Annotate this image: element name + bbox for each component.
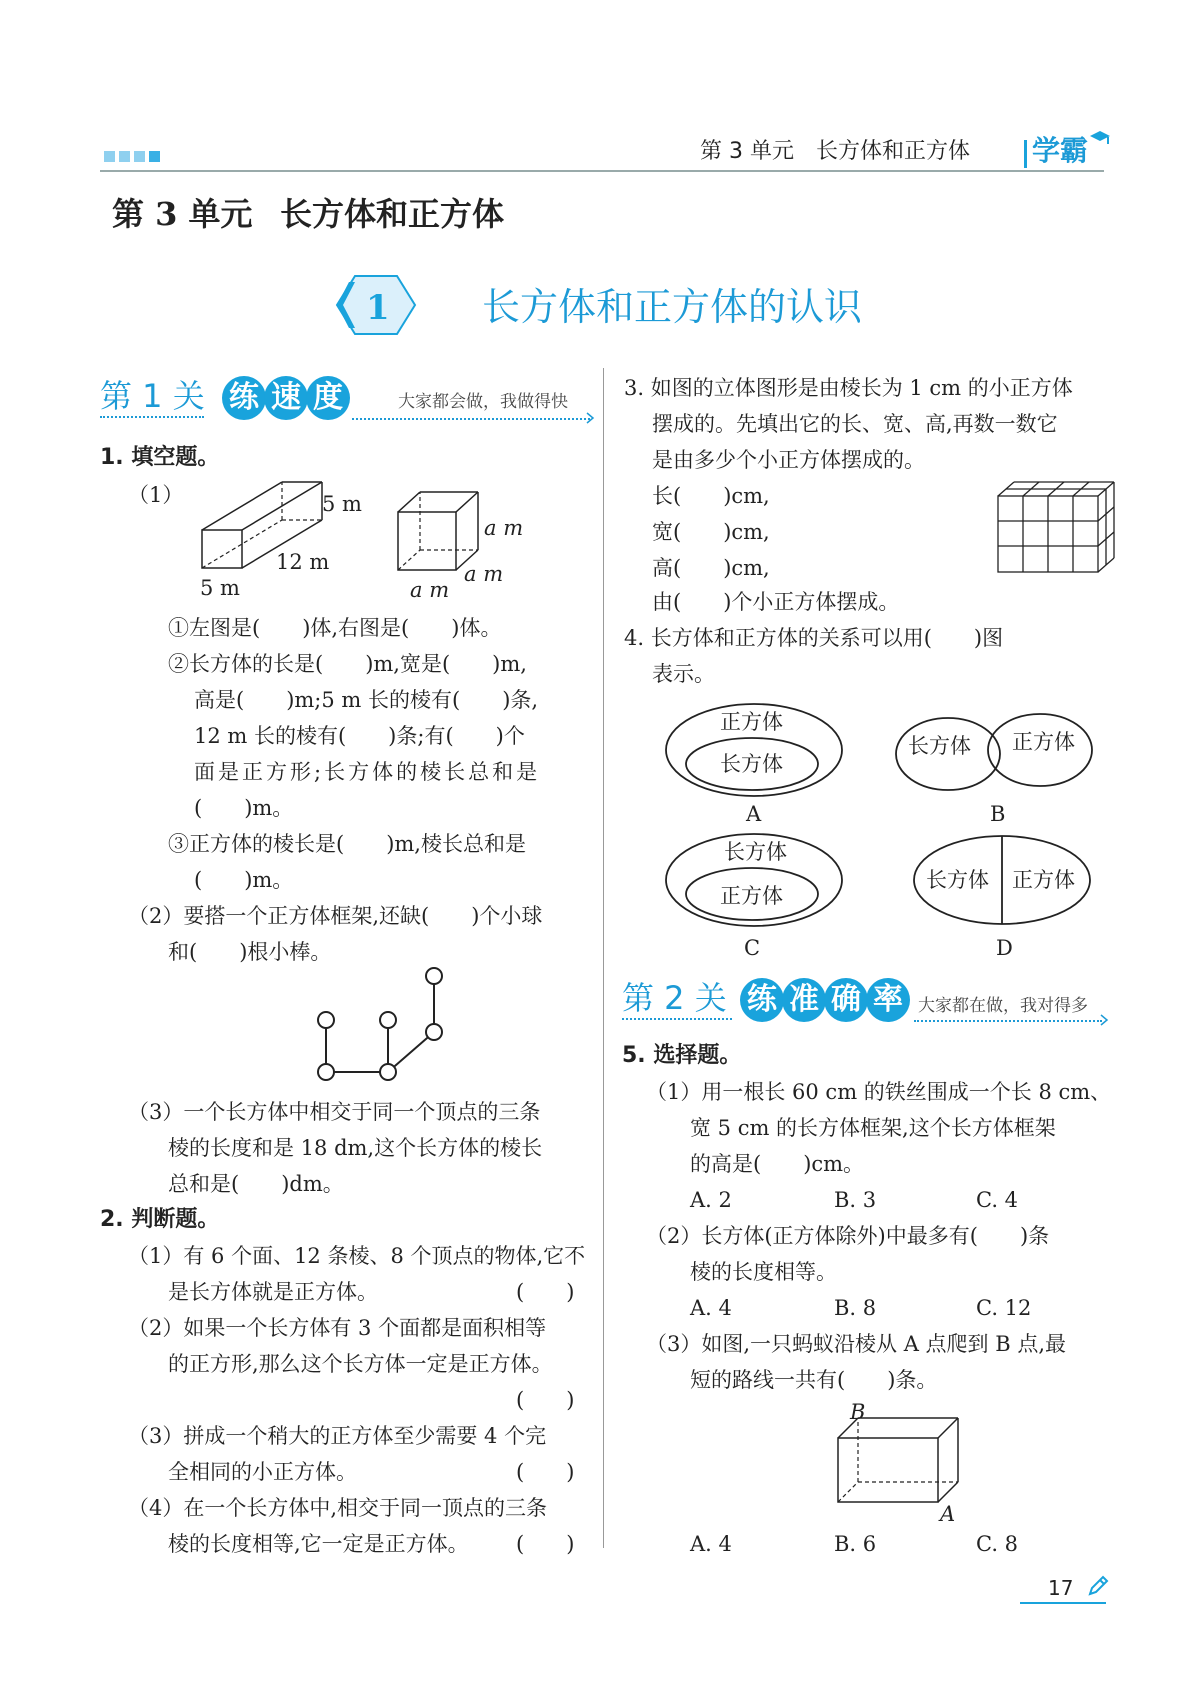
lesson-number: 1 (366, 288, 390, 328)
q3-height: 高( )cm, (652, 556, 770, 580)
q3-width: 宽( )cm, (652, 520, 770, 544)
level2-underline (622, 1018, 732, 1020)
q2-title: 2. 判断题。 (100, 1207, 220, 1232)
q5-part3-option: C. 8 (976, 1532, 1019, 1556)
header-rule (100, 170, 1104, 172)
cube-label-depth: a m (464, 562, 504, 586)
graduation-cap-icon (1088, 128, 1112, 148)
q4-line1: 4. 长方体和正方体的关系可以用( )图 (624, 626, 1004, 650)
arrow-icon (586, 412, 596, 424)
q5-part3-option: A. 4 (690, 1532, 732, 1556)
q3-line1: 3. 如图的立体图形是由棱长为 1 cm 的小正方体 (624, 376, 1073, 400)
q2-item2-paren: ( ) (516, 1388, 575, 1412)
q5-part1-line1: （1）用一根长 60 cm 的铁丝围成一个长 8 cm、 (646, 1080, 1112, 1104)
level1-slogan: 大家都会做，我做得快 (398, 392, 568, 412)
point-a-label: A (940, 1502, 956, 1526)
venn-b-right-label: 正方体 (1012, 730, 1075, 754)
q3-line2: 摆成的。先填出它的长、宽、高,再数一数它 (652, 412, 1058, 436)
cube-label-side: a m (484, 516, 524, 540)
q1-part2-line1: （2）要搭一个正方体框架,还缺( )个小球 (128, 904, 543, 928)
level2-char: 确 (824, 978, 868, 1022)
q5-part3-line1: （3）如图,一只蚂蚁沿棱从 A 点爬到 B 点,最 (646, 1332, 1067, 1356)
q2-item2-line2: 的正方形,那么这个长方体一定是正方体。 (168, 1352, 553, 1376)
q2-item1-paren: ( ) (516, 1280, 575, 1304)
q1-sub2-line3: 12 m 长的棱有( )条;有( )个 (194, 724, 525, 748)
ant-path-cuboid-figure (830, 1414, 980, 1510)
q2-item2-line1: （2）如果一个长方体有 3 个面都是面积相等 (128, 1316, 547, 1340)
q2-item4-paren: ( ) (516, 1532, 575, 1556)
q1-part3-line3: 总和是( )dm。 (168, 1172, 344, 1196)
venn-d-left-label: 长方体 (926, 868, 989, 892)
venn-b-option-letter: B (990, 802, 1006, 826)
column-divider (603, 368, 604, 1548)
level2-slogan-underline (914, 1020, 1102, 1022)
q2-item3-line1: （3）拼成一个稍大的正方体至少需要 4 个完 (128, 1424, 547, 1448)
cuboid-label-length: 12 m (276, 550, 330, 574)
venn-d-right-label: 正方体 (1012, 868, 1075, 892)
q5-part1-option: A. 2 (690, 1188, 732, 1212)
q1-part3-line1: （3）一个长方体中相交于同一个顶点的三条 (128, 1100, 541, 1124)
cuboid-label-bottom: 5 m (200, 576, 240, 600)
q3-count: 由( )个小正方体摆成。 (652, 590, 900, 614)
q4-line2: 表示。 (652, 662, 715, 686)
q1-part2-line2: 和( )根小棒。 (168, 940, 332, 964)
cube-stack-figure (994, 478, 1120, 574)
header-bar (1024, 140, 1027, 168)
q5-part2-option: A. 4 (690, 1296, 732, 1320)
level1-underline (100, 416, 204, 418)
level1-char: 练 (222, 376, 266, 420)
q1-sub3-line2: ( )m。 (194, 868, 294, 892)
q1-sub1: ①左图是( )体,右图是( )体。 (168, 616, 502, 640)
q1-title: 1. 填空题。 (100, 445, 220, 470)
q1-part3-line2: 棱的长度和是 18 dm,这个长方体的棱长 (168, 1136, 543, 1160)
level1-char: 度 (306, 376, 350, 420)
level1-char: 速 (264, 376, 308, 420)
venn-c-option-letter: C (744, 936, 761, 960)
q1-sub2-line4: 面是正方形;长方体的棱长总和是 (194, 760, 541, 784)
q5-part2-line2: 棱的长度相等。 (690, 1260, 837, 1284)
q2-item4-line2: 棱的长度相等,它一定是正方体。 (168, 1532, 469, 1556)
q5-part1-line3: 的高是( )cm。 (690, 1152, 865, 1176)
cuboid-label-top: 5 m (322, 492, 362, 516)
q1-sub2-line2: 高是( )m;5 m 长的棱有( )条, (194, 688, 539, 712)
q5-part1-line2: 宽 5 cm 的长方体框架,这个长方体框架 (690, 1116, 1056, 1140)
q1-sub2-line5: ( )m。 (194, 796, 294, 820)
q5-part3-option: B. 6 (834, 1532, 877, 1556)
q3-line3: 是由多少个小正方体摆成的。 (652, 448, 925, 472)
header-decor-square (149, 151, 160, 162)
venn-b-left-label: 长方体 (908, 734, 971, 758)
page-number: 17 (1048, 1576, 1074, 1600)
venn-c-inner-label: 正方体 (720, 884, 783, 908)
level2-char: 率 (866, 978, 910, 1022)
q2-item1-line2: 是长方体就是正方体。 (168, 1280, 378, 1304)
venn-a-outer-label: 正方体 (720, 710, 783, 734)
header-brand: 学霸 (1032, 134, 1089, 167)
q1-part1-label: （1） (128, 483, 184, 507)
q5-part1-option: B. 3 (834, 1188, 877, 1212)
q5-part2-option: B. 8 (834, 1296, 877, 1320)
level1-label: 第 1 关 (100, 377, 205, 415)
q5-title: 5. 选择题。 (622, 1043, 742, 1068)
unit-title-name: 长方体和正方体 (280, 195, 505, 233)
venn-a-option-letter: A (746, 802, 762, 826)
q5-part2-line1: （2）长方体(正方体除外)中最多有( )条 (646, 1224, 1050, 1248)
page-number-rule (1020, 1602, 1106, 1604)
q2-item1-line1: （1）有 6 个面、12 条棱、8 个顶点的物体,它不 (128, 1244, 586, 1268)
q3-length: 长( )cm, (652, 484, 770, 508)
lesson-title: 长方体和正方体的认识 (482, 285, 863, 329)
arrow-icon (1100, 1014, 1110, 1026)
venn-d-option-letter: D (996, 936, 1013, 960)
unit-title-number: 第 3 单元 (112, 195, 253, 233)
q2-item4-line1: （4）在一个长方体中,相交于同一顶点的三条 (128, 1496, 548, 1520)
header-decor-square (104, 151, 115, 162)
ball-stick-frame-figure (310, 960, 450, 1090)
header-decor-square (134, 151, 145, 162)
level2-char: 准 (782, 978, 826, 1022)
q2-item3-paren: ( ) (516, 1460, 575, 1484)
point-b-label: B (850, 1400, 866, 1424)
level2-char: 练 (740, 978, 784, 1022)
venn-c-outer-label: 长方体 (724, 840, 787, 864)
cube-label-bottom: a m (410, 578, 450, 602)
pencil-icon (1086, 1574, 1110, 1598)
q1-sub3-line1: ③正方体的棱长是( )m,棱长总和是 (168, 832, 526, 856)
header-unit: 第 3 单元 长方体和正方体 (700, 139, 970, 164)
header-decor-square (119, 151, 130, 162)
venn-a-inner-label: 长方体 (720, 752, 783, 776)
level1-slogan-underline (352, 418, 590, 420)
q1-sub2-line1: ②长方体的长是( )m,宽是( )m, (168, 652, 527, 676)
q5-part3-line2: 短的路线一共有( )条。 (690, 1368, 938, 1392)
q5-part1-option: C. 4 (976, 1188, 1019, 1212)
level2-slogan: 大家都在做，我对得多 (918, 996, 1088, 1016)
q2-item3-line2: 全相同的小正方体。 (168, 1460, 357, 1484)
q5-part2-option: C. 12 (976, 1296, 1032, 1320)
level2-label: 第 2 关 (622, 979, 727, 1017)
